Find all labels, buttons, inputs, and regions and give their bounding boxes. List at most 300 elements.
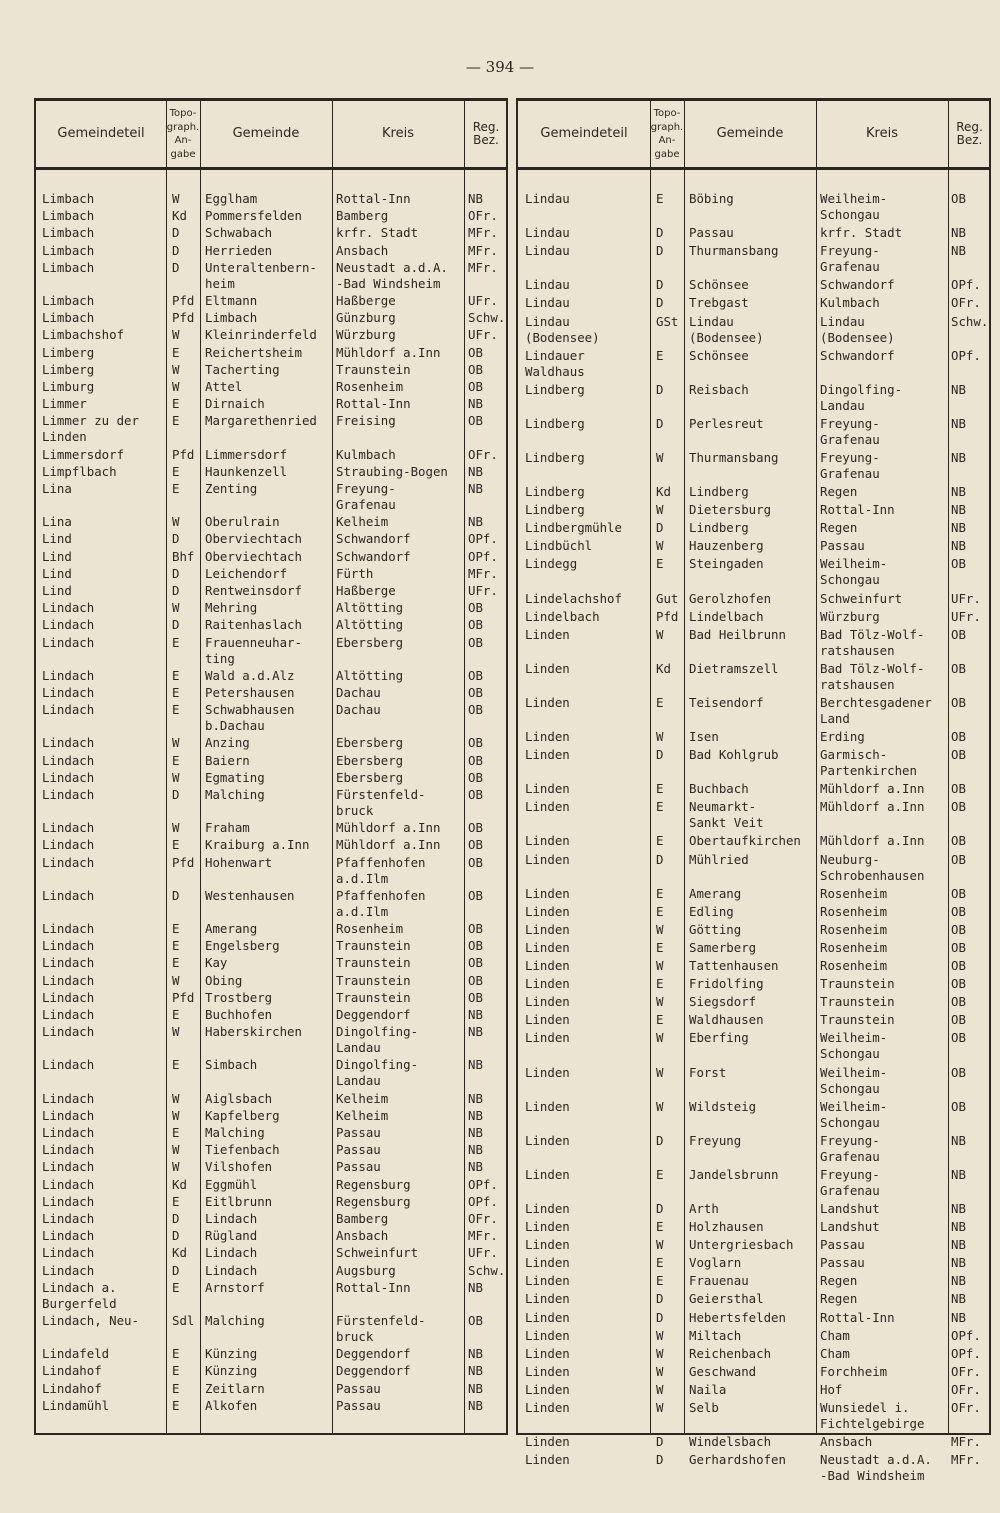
cell-regbez: OB xyxy=(951,747,966,763)
cell-gemeinde: Hohenwart xyxy=(205,854,273,870)
cell-regbez: OB xyxy=(951,626,966,642)
cell-gemeindeteil: Linden xyxy=(525,626,570,642)
cell-gemeinde: Herrieden xyxy=(205,242,273,258)
cell-gemeindeteil: Lindach xyxy=(42,1007,95,1022)
cell-topo: W xyxy=(172,1107,180,1123)
cell-gemeinde: Bad Heilbrunn xyxy=(689,626,786,642)
cell-regbez: OB xyxy=(468,667,483,683)
table-row xyxy=(36,1313,506,1345)
cell-kreis: Rottal-Inn xyxy=(336,1279,411,1295)
cell-topo: W xyxy=(172,1090,180,1106)
cell-topo: E xyxy=(172,1007,180,1022)
cell-kreis: Traunstein xyxy=(336,955,411,971)
cell-topo: E xyxy=(172,463,180,479)
cell-gemeindeteil: Linden xyxy=(525,1345,570,1361)
cell-gemeindeteil: Linden xyxy=(525,1434,570,1450)
cell-gemeinde: Schönsee xyxy=(689,277,749,293)
cell-gemeindeteil: Linden xyxy=(525,1200,570,1216)
cell-regbez: NB xyxy=(951,502,966,518)
cell-regbez: NB xyxy=(951,1255,966,1271)
cell-regbez: OB xyxy=(951,939,966,955)
table-row xyxy=(36,208,506,224)
cell-topo: E xyxy=(656,976,664,992)
cell-topo: E xyxy=(172,938,180,954)
cell-regbez: OFr. xyxy=(468,208,498,224)
cell-kreis: Ebersberg xyxy=(336,735,404,751)
table-row xyxy=(518,627,989,659)
cell-topo: D xyxy=(656,747,664,763)
cell-kreis: Haßberge xyxy=(336,583,396,598)
cell-kreis: Passau xyxy=(336,1397,381,1413)
table-row xyxy=(518,1065,989,1097)
cell-regbez: OPf. xyxy=(951,1345,981,1361)
cell-regbez: OFr. xyxy=(951,1400,981,1415)
cell-gemeindeteil: Linden xyxy=(525,939,570,955)
cell-gemeinde: Selb xyxy=(689,1400,719,1415)
cell-regbez: NB xyxy=(468,1363,483,1379)
cell-gemeindeteil: Lind xyxy=(42,565,72,581)
cell-gemeindeteil: Lindach xyxy=(42,1057,95,1073)
table-row xyxy=(36,1381,506,1397)
cell-regbez: NB xyxy=(951,381,966,397)
table-row xyxy=(518,833,989,849)
cell-kreis: Mühldorf a.Inn xyxy=(820,799,925,815)
table-row xyxy=(518,225,989,241)
table-row xyxy=(518,958,989,974)
header-regbez: Reg. Bez. xyxy=(472,119,500,147)
cell-kreis: Wunsiedel i. Fichtelgebirge xyxy=(820,1400,925,1431)
table-row xyxy=(518,382,989,414)
cell-topo: W xyxy=(656,921,664,937)
cell-kreis: Freyung- Grafenau xyxy=(820,415,880,447)
cell-topo: D xyxy=(172,259,180,275)
cell-regbez: UFr. xyxy=(468,327,498,343)
table-row xyxy=(518,695,989,727)
table-row xyxy=(36,820,506,836)
cell-kreis: Passau xyxy=(336,1125,381,1140)
cell-topo: E xyxy=(656,1166,664,1182)
cell-gemeindeteil: Linden xyxy=(525,976,570,992)
table-row xyxy=(36,1108,506,1124)
table-row xyxy=(36,566,506,582)
table-row xyxy=(518,1382,989,1398)
table-row xyxy=(36,362,506,378)
cell-gemeinde: Dietersburg xyxy=(689,502,772,518)
cell-gemeindeteil: Lindach xyxy=(42,600,95,616)
cell-kreis: Regen xyxy=(820,520,858,536)
cell-topo: W xyxy=(172,514,180,530)
table-row xyxy=(36,327,506,343)
cell-kreis: Traunstein xyxy=(336,361,411,377)
cell-kreis: Rosenheim xyxy=(336,379,404,394)
cell-gemeindeteil: Limberg xyxy=(42,344,95,360)
cell-kreis: Mühldorf a.Inn xyxy=(820,781,925,797)
table-row xyxy=(36,600,506,616)
table-row xyxy=(518,1291,989,1307)
cell-gemeindeteil: Lindahof xyxy=(42,1380,102,1396)
cell-gemeinde: Pommersfelden xyxy=(205,208,302,224)
cell-gemeindeteil: Linden xyxy=(525,747,570,763)
cell-kreis: Haßberge xyxy=(336,293,396,308)
cell-kreis: Schwandorf xyxy=(336,531,411,547)
cell-gemeindeteil: Lindach xyxy=(42,1211,95,1226)
cell-gemeindeteil: Limmer xyxy=(42,396,87,412)
cell-gemeindeteil: Linden xyxy=(525,1255,570,1271)
cell-gemeindeteil: Lindach xyxy=(42,1228,95,1244)
cell-kreis: Bamberg xyxy=(336,208,389,224)
cell-kreis: Regensburg xyxy=(336,1176,411,1192)
cell-gemeinde: Frauenneuhar- ting xyxy=(205,634,302,666)
header-gemeinde: Gemeinde xyxy=(716,125,784,141)
cell-gemeinde: Reichertsheim xyxy=(205,344,302,360)
cell-regbez: NB xyxy=(951,1166,966,1182)
cell-topo: W xyxy=(172,1159,180,1175)
cell-gemeinde: Raitenhaslach xyxy=(205,617,302,633)
cell-gemeinde: Teisendorf xyxy=(689,694,764,710)
table-row xyxy=(36,549,506,565)
cell-gemeindeteil: Linden xyxy=(525,1327,570,1343)
cell-gemeindeteil: Lindach xyxy=(42,1176,95,1192)
cell-topo: E xyxy=(656,347,664,363)
cell-gemeinde: Anzing xyxy=(205,735,250,751)
table-row xyxy=(36,617,506,633)
cell-regbez: NB xyxy=(468,1107,483,1123)
cell-gemeindeteil: Lindach xyxy=(42,1024,95,1040)
table-row xyxy=(36,973,506,989)
cell-kreis: Forchheim xyxy=(820,1363,888,1379)
cell-regbez: NB xyxy=(951,1291,966,1307)
cell-topo: E xyxy=(172,344,180,360)
cell-regbez: OB xyxy=(951,921,966,937)
cell-gemeinde: Wildsteig xyxy=(689,1098,757,1114)
cell-kreis: Dingolfing- Landau xyxy=(336,1024,419,1056)
table-row xyxy=(36,837,506,853)
table-row xyxy=(36,770,506,786)
cell-gemeinde: Arnstorf xyxy=(205,1279,265,1295)
cell-regbez: NB xyxy=(468,463,483,479)
cell-gemeinde: Thurmansbang xyxy=(689,449,779,465)
header-gemeindeteil: Gemeindeteil xyxy=(57,125,145,141)
cell-kreis: Schwandorf xyxy=(336,548,411,564)
cell-gemeindeteil: Limbachshof xyxy=(42,327,125,343)
cell-gemeindeteil: Lindbergmühle xyxy=(525,520,622,536)
cell-regbez: OB xyxy=(951,1012,966,1028)
cell-kreis: Garmisch- Partenkirchen xyxy=(820,747,917,779)
cell-kreis: Regen xyxy=(820,1273,858,1289)
cell-topo: D xyxy=(656,1132,664,1148)
cell-kreis: Cham xyxy=(820,1345,850,1361)
table-row xyxy=(36,1228,506,1244)
cell-gemeindeteil: Lindach xyxy=(42,634,95,650)
cell-kreis: Pfaffenhofen a.d.Ilm xyxy=(336,854,426,886)
table-row xyxy=(36,1245,506,1261)
cell-kreis: Traunstein xyxy=(820,1012,895,1028)
cell-topo: W xyxy=(172,379,180,394)
cell-topo: W xyxy=(172,191,180,206)
cell-regbez: NB xyxy=(468,1142,483,1158)
cell-kreis: Traunstein xyxy=(336,938,411,954)
cell-kreis: Weilheim- Schongau xyxy=(820,1030,888,1062)
cell-regbez: OB xyxy=(951,781,966,797)
cell-gemeinde: Naila xyxy=(689,1381,727,1397)
table-row xyxy=(518,450,989,482)
cell-topo: D xyxy=(172,583,180,598)
table-row xyxy=(518,1434,989,1450)
cell-gemeindeteil: Lindbüchl xyxy=(525,538,593,554)
table-row xyxy=(518,852,989,884)
cell-topo: W xyxy=(656,1327,664,1343)
cell-regbez: UFr. xyxy=(951,608,981,624)
cell-topo: D xyxy=(656,1309,664,1325)
cell-topo: D xyxy=(656,415,664,431)
table-row xyxy=(518,348,989,380)
cell-topo: W xyxy=(172,327,180,343)
cell-regbez: OB xyxy=(468,820,483,836)
cell-gemeindeteil: Lindberg xyxy=(525,484,585,499)
cell-regbez: OFr. xyxy=(951,295,981,311)
cell-regbez: OPf. xyxy=(951,347,981,363)
cell-gemeinde: Lindach xyxy=(205,1245,258,1261)
cell-gemeindeteil: Lindberg xyxy=(525,415,585,431)
cell-topo: E xyxy=(172,1397,180,1413)
cell-gemeindeteil: Lindafeld xyxy=(42,1346,110,1362)
cell-gemeinde: Gerolzhofen xyxy=(689,590,772,606)
cell-regbez: OB xyxy=(468,972,483,988)
cell-kreis: Würzburg xyxy=(820,608,880,624)
cell-topo: W xyxy=(656,502,664,518)
table-row xyxy=(36,921,506,937)
cell-regbez: OB xyxy=(468,921,483,936)
cell-regbez: OB xyxy=(468,938,483,954)
right-table xyxy=(516,98,991,1484)
table-row xyxy=(36,293,506,309)
cell-gemeindeteil: Lindau xyxy=(525,243,570,259)
cell-regbez: NB xyxy=(951,449,966,465)
cell-gemeindeteil: Linden xyxy=(525,1012,570,1028)
cell-kreis: Bad Tölz-Wolf- ratshausen xyxy=(820,626,925,658)
cell-regbez: NB xyxy=(468,1279,483,1295)
cell-gemeindeteil: Lindegg xyxy=(525,556,578,572)
cell-regbez: NB xyxy=(951,415,966,431)
cell-gemeinde: Waldhausen xyxy=(689,1012,764,1028)
cell-gemeindeteil: Linden xyxy=(525,1452,570,1468)
cell-gemeinde: Voglarn xyxy=(689,1255,742,1271)
cell-gemeinde: Zenting xyxy=(205,481,258,496)
cell-kreis: Lindau (Bodensee) xyxy=(820,313,895,345)
cell-kreis: Fürstenfeld- bruck xyxy=(336,787,426,818)
cell-gemeinde: Vilshofen xyxy=(205,1159,273,1175)
cell-topo: E xyxy=(656,556,664,572)
cell-gemeindeteil: Lindach, Neu- xyxy=(42,1313,139,1328)
cell-kreis: Passau xyxy=(336,1159,381,1175)
table-row xyxy=(36,1398,506,1414)
cell-kreis: Schweinfurt xyxy=(820,590,903,606)
cell-kreis: Altötting xyxy=(336,600,404,616)
cell-regbez: OB xyxy=(468,769,483,785)
table-row xyxy=(36,635,506,667)
cell-regbez: UFr. xyxy=(468,293,498,308)
cell-kreis: Passau xyxy=(820,1237,865,1253)
cell-gemeindeteil: Lina xyxy=(42,481,72,496)
cell-regbez: OB xyxy=(951,556,966,572)
cell-gemeindeteil: Limburg xyxy=(42,379,95,394)
table-row xyxy=(518,295,989,311)
cell-gemeindeteil: Linden xyxy=(525,799,570,815)
cell-gemeindeteil: Linden xyxy=(525,958,570,973)
table-row xyxy=(518,556,989,588)
cell-kreis: Landshut xyxy=(820,1219,880,1234)
cell-gemeinde: Egglham xyxy=(205,191,258,206)
cell-gemeindeteil: Lindach xyxy=(42,1159,95,1175)
cell-gemeinde: Hauzenberg xyxy=(689,538,764,554)
cell-gemeinde: Tacherting xyxy=(205,361,280,377)
table-row xyxy=(36,787,506,819)
cell-topo: D xyxy=(656,225,664,241)
cell-gemeinde: Baiern xyxy=(205,752,250,768)
table-row xyxy=(36,1211,506,1227)
cell-kreis: Passau xyxy=(820,1255,865,1271)
table-row xyxy=(518,1400,989,1432)
cell-gemeindeteil: Lind xyxy=(42,583,72,598)
cell-regbez: NB xyxy=(468,1057,483,1073)
cell-gemeindeteil: Linden xyxy=(525,694,570,710)
cell-gemeinde: Untergriesbach xyxy=(689,1237,794,1253)
cell-topo: D xyxy=(656,520,664,536)
cell-gemeindeteil: Limpflbach xyxy=(42,463,117,479)
cell-regbez: OFr. xyxy=(951,1381,981,1397)
cell-kreis: Rottal-Inn xyxy=(336,396,411,412)
cell-regbez: OB xyxy=(951,903,966,919)
cell-kreis: Bad Tölz-Wolf- ratshausen xyxy=(820,660,925,692)
cell-kreis: Dingolfing- Landau xyxy=(336,1057,419,1089)
cell-gemeinde: Trebgast xyxy=(689,295,749,311)
table-row xyxy=(36,191,506,207)
cell-kreis: Fürth xyxy=(336,565,374,581)
table-row xyxy=(518,729,989,745)
cell-regbez: OPf. xyxy=(468,1193,498,1209)
cell-topo: D xyxy=(172,242,180,258)
table-row xyxy=(518,1012,989,1028)
cell-topo: D xyxy=(656,243,664,259)
cell-gemeindeteil: Linden xyxy=(525,1237,570,1253)
cell-kreis: Weilheim- Schongau xyxy=(820,556,888,588)
cell-topo: D xyxy=(656,1200,664,1216)
cell-gemeinde: Passau xyxy=(689,225,734,241)
cell-gemeinde: Lindelbach xyxy=(689,608,764,624)
cell-gemeindeteil: Linden xyxy=(525,1309,570,1325)
cell-topo: W xyxy=(656,994,664,1010)
cell-kreis: Rosenheim xyxy=(820,921,888,937)
cell-gemeindeteil: Lindach xyxy=(42,685,95,700)
cell-gemeinde: Attel xyxy=(205,379,243,394)
cell-gemeinde: Samerberg xyxy=(689,939,757,955)
cell-regbez: OPf. xyxy=(468,1176,498,1192)
cell-regbez: NB xyxy=(951,484,966,499)
table-row xyxy=(518,886,989,902)
table-row xyxy=(36,345,506,361)
cell-kreis: Rottal-Inn xyxy=(820,1309,895,1325)
cell-regbez: OB xyxy=(468,379,483,394)
cell-gemeindeteil: Lindahof xyxy=(42,1363,102,1379)
cell-regbez: OB xyxy=(468,854,483,870)
cell-gemeindeteil: Linden xyxy=(525,1064,570,1080)
cell-gemeindeteil: Limbach xyxy=(42,225,95,241)
cell-gemeinde: Haberskirchen xyxy=(205,1024,302,1040)
cell-gemeindeteil: Lindauer Waldhaus xyxy=(525,347,585,379)
cell-topo: Pfd xyxy=(172,310,195,326)
cell-regbez: NB xyxy=(951,1237,966,1253)
cell-gemeinde: Geschwand xyxy=(689,1363,757,1379)
cell-gemeindeteil: Lindach xyxy=(42,820,95,836)
cell-topo: W xyxy=(172,972,180,988)
header-kreis: Kreis xyxy=(382,125,414,141)
cell-kreis: Fürstenfeld- bruck xyxy=(336,1313,426,1344)
cell-topo: D xyxy=(172,1211,180,1226)
cell-gemeinde: Schwabhausen b.Dachau xyxy=(205,702,295,734)
cell-gemeinde: Mehring xyxy=(205,600,258,616)
cell-kreis: Bamberg xyxy=(336,1211,389,1226)
cell-topo: Pfd xyxy=(172,989,195,1005)
cell-topo: Pfd xyxy=(656,608,679,624)
cell-topo: Gut xyxy=(656,590,679,606)
table-row xyxy=(518,661,989,693)
table-row xyxy=(36,735,506,751)
cell-regbez: Schw. xyxy=(951,313,989,329)
cell-gemeindeteil: Linden xyxy=(525,1381,570,1397)
cell-gemeindeteil: Limbach xyxy=(42,191,95,206)
cell-topo: W xyxy=(172,1024,180,1040)
cell-gemeindeteil: Linden xyxy=(525,994,570,1010)
table-row xyxy=(36,685,506,701)
cell-topo: W xyxy=(172,735,180,751)
table-row xyxy=(518,1201,989,1217)
cell-topo: E xyxy=(172,481,180,496)
cell-kreis: Günzburg xyxy=(336,310,396,326)
cell-regbez: OB xyxy=(468,361,483,377)
cell-regbez: OB xyxy=(468,413,483,429)
cell-gemeinde: Wald a.d.Alz xyxy=(205,667,295,683)
cell-kreis: Rottal-Inn xyxy=(336,191,411,206)
cell-kreis: Freyung- Grafenau xyxy=(820,1132,880,1164)
cell-gemeinde: Simbach xyxy=(205,1057,258,1073)
table-row xyxy=(36,464,506,480)
cell-gemeinde: Fraham xyxy=(205,820,250,836)
cell-kreis: Weilheim- Schongau xyxy=(820,1064,888,1096)
table-row xyxy=(518,799,989,831)
cell-gemeinde: Eberfing xyxy=(689,1030,749,1046)
cell-gemeinde: Künzing xyxy=(205,1363,258,1379)
cell-topo: E xyxy=(172,702,180,718)
cell-gemeinde: Oberviechtach xyxy=(205,531,302,547)
cell-gemeinde: Kapfelberg xyxy=(205,1107,280,1123)
cell-regbez: OB xyxy=(951,1064,966,1080)
header-regbez: Reg. Bez. xyxy=(956,119,983,147)
cell-regbez: OB xyxy=(468,702,483,718)
cell-gemeinde: Westenhausen xyxy=(205,887,295,903)
table-row xyxy=(36,481,506,513)
cell-kreis: Neustadt a.d.A. -Bad Windsheim xyxy=(820,1452,932,1484)
cell-kreis: Augsburg xyxy=(336,1262,396,1278)
cell-regbez: NB xyxy=(468,481,483,496)
cell-gemeinde: Rügland xyxy=(205,1228,258,1244)
cell-regbez: MFr. xyxy=(468,1228,498,1244)
cell-gemeinde: Gerhardshofen xyxy=(689,1452,786,1468)
left-table-header xyxy=(36,101,506,170)
cell-kreis: Erding xyxy=(820,729,865,744)
cell-kreis: Rosenheim xyxy=(336,921,404,936)
table-row xyxy=(36,888,506,920)
cell-gemeindeteil: Lindach xyxy=(42,752,95,768)
